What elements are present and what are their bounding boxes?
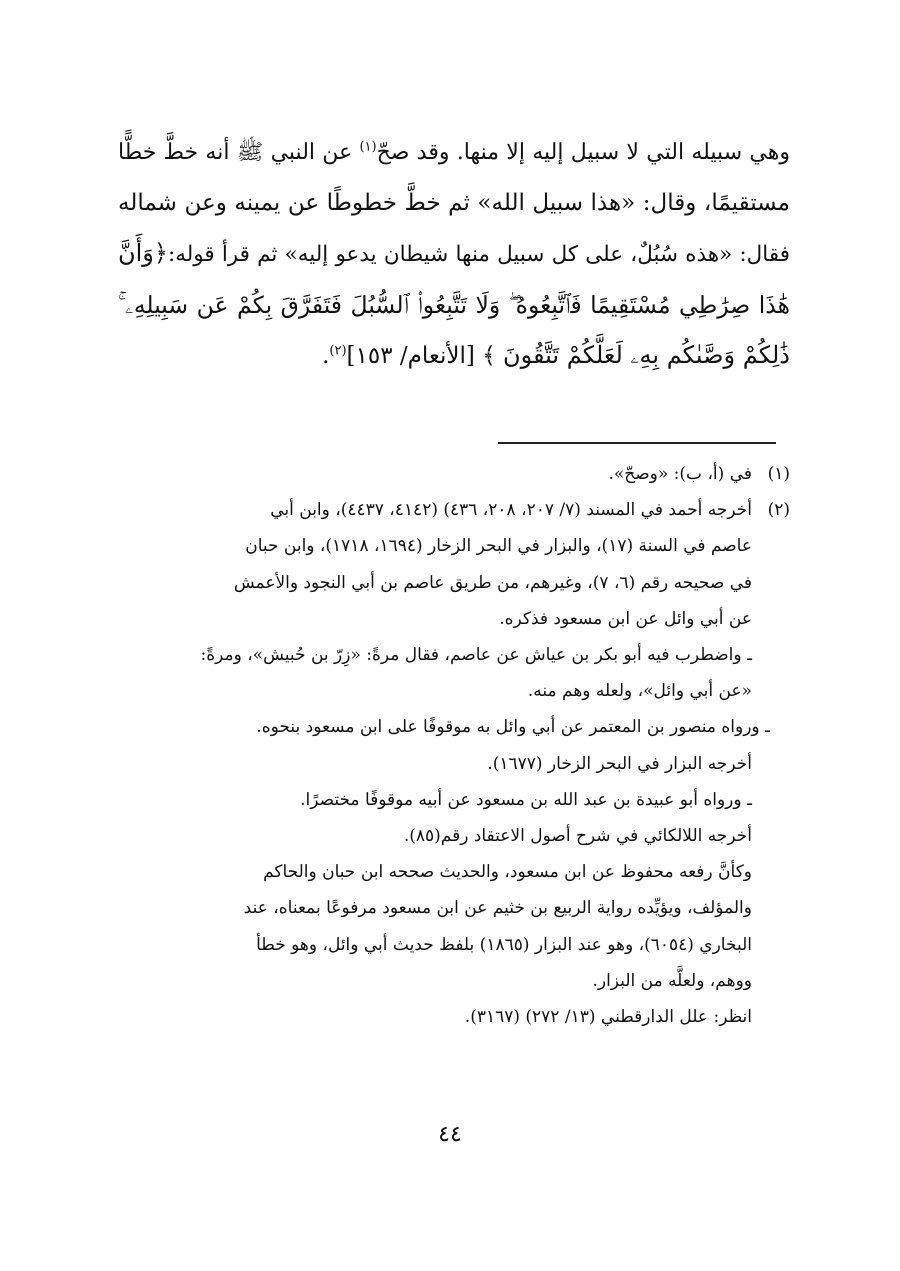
footnote-1-number: (١) [767, 464, 790, 484]
footnote-2-line: في صحيحه رقم (٦، ٧)، وغيرهم، من طريق عاصم بن أبي النجود والأعمش [233, 572, 752, 593]
footnote-2-line: أخرجه اللالكائي في شرح أصول الاعتقاد رقم(٨٥). [403, 826, 752, 847]
quran-line-1: هَٰذَا صِرَٰطِي مُسْتَقِيمًا فَٱتَّبِعُوهُ ۖ وَلَا تَتَّبِعُوا۟ ٱلسُّبُلَ فَتَفَرَّقَ بِكُمْ عَن سَبِيلِهِۦ ۚ [118, 291, 790, 319]
footnote-2-line: «عن أبي وائل»، ولعله وهم منه. [527, 681, 752, 702]
footnote-2-line: انظر: علل الدارقطني (١٣/ ٢٧٢) (٣١٦٧). [464, 1007, 752, 1028]
footnote-2-line: والمؤلف، ويؤيِّده رواية الربيع بن خثيم عن ابن مسعود مرفوعًا بمعناه، عند [243, 898, 752, 919]
footnote-2-line: ـ ورواه أبو عبيدة بن عبد الله بن مسعود عن أبيه موقوفًا مختصرًا. [300, 789, 752, 810]
quran-open: ﴿وَأَنَّ [118, 239, 168, 267]
end-period: . [322, 343, 330, 369]
main-line-3 [118, 228, 790, 280]
footnote-2-line: البخاري (٦٠٥٤)، وهو عند البزار (١٨٦٥) بلفظ حديث أبي وائل، وهو خطأ [256, 934, 752, 955]
footnote-2-line: ووهم، ولعلَّه من البزار. [592, 970, 752, 991]
footnote-2-line: عاصم في السنة (١٧)، والبزار في البحر الزخار (١٦٩٤، ١٧١٨)، وابن حبان [245, 536, 752, 557]
footnote-2 [118, 492, 790, 1035]
page-number: ٤٤ [438, 1122, 462, 1147]
main-line-5 [118, 330, 790, 381]
quran-close: ﴾ [482, 343, 496, 369]
footnote-2-number: (٢) [767, 500, 790, 521]
footnotes [118, 456, 790, 1035]
footnote-2-line: عن أبي وائل عن ابن مسعود فذكره. [499, 608, 752, 629]
footnote-2-line: أخرجه أحمد في المسند (٧/ ٢٠٧، ٢٠٨، ٤٣٦) (٤١٤٢، ٤٤٣٧)، وابن أبي [270, 500, 752, 521]
footnote-ref-2[interactable]: (٢) [329, 343, 347, 359]
footnote-ref-1[interactable]: (١) [359, 139, 377, 155]
footnote-2-line: ـ واضطرب فيه أبو بكر بن عياش عن عاصم، فقال مرةً: «زِرّ بن حُبيش»، ومرةً: [200, 645, 752, 666]
main-line-3-text: فقال: «هذه سُبُلٌ، على كل سبيل منها شيطان يدعو إليه» ثم قرأ قوله: [167, 242, 790, 267]
quran-line-2: ذَٰلِكُمْ وَصَّىٰكُم بِهِۦ لَعَلَّكُمْ تَتَّقُونَ [503, 341, 790, 369]
main-line-1-tail: عن النبي ﷺ أنه خطَّ خطًّا [118, 140, 353, 165]
footnote-1 [118, 456, 790, 492]
footnote-separator [498, 442, 776, 444]
footnote-2-line: أخرجه البزار في البحر الزخار (١٦٧٧). [487, 753, 752, 774]
main-line-1 [118, 128, 790, 178]
main-line-2: مستقيمًا، وقال: «هذا سبيل الله» ثم خطَّ خطوطًا عن يمينه وعن شماله [118, 190, 790, 216]
footnote-1-text: في (أ، ب): «وصحّ». [608, 464, 752, 484]
quran-citation: [الأنعام/ ١٥٣] [346, 343, 475, 369]
main-line-1-text: وهي سبيله التي لا سبيل إليه إلا منها. وقد صحّ [376, 140, 790, 165]
footnote-2-line: وكأنَّ رفعه محفوظ عن ابن مسعود، والحديث صححه ابن حبان والحاكم [263, 862, 752, 883]
main-text [118, 128, 790, 381]
footnote-2-line: ـ ورواه منصور بن المعتمر عن أبي وائل به موقوفًا على ابن مسعود بنحوه. [256, 717, 770, 738]
